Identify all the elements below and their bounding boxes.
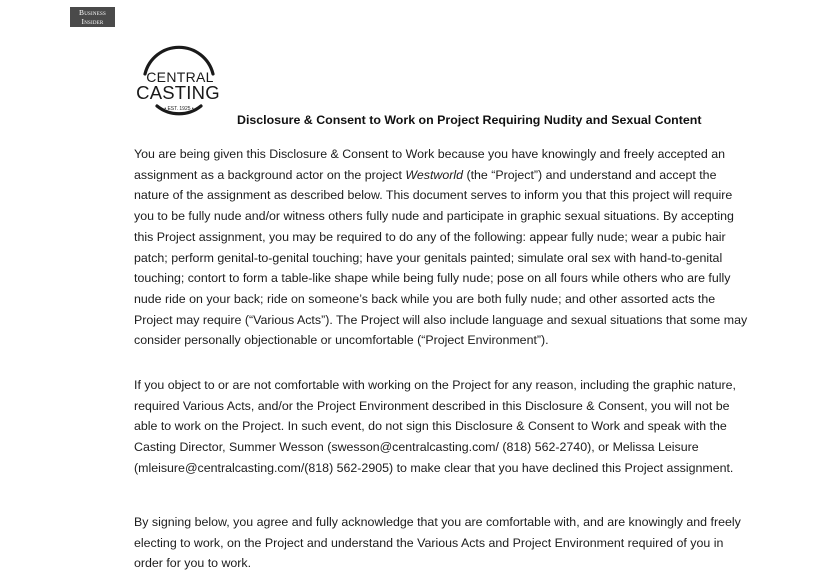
paragraph-1-after: (the “Project”) and understand and accept the nature of the assignment as described below. This document serves to inform you that this project will require you to be fully nude and/or witness others fully nude and participate in graphic sexual situations. By accepting this Project assignment, you may be required to do any of the following: appear fully nude; wear a pubic hair patch; perform genital-to-genital touching; have your genitals painted; simulate oral sex with hand-to-genital touching; contort to form a table-like shape while being fully nude; pose on all fours while others who are fully nude ride on your back; ride on someone’s back while you are both fully nude; and other assorted acts the Project may require (“Various Acts”). The Project will also include language and sexual situations that some may consider personally objectionable or uncomfortable (“Project Environment”). bbox=[134, 167, 748, 348]
central-casting-logo bbox=[133, 44, 225, 126]
paragraph-1-before: You are being given this Disclosure & Consent to Work because you have knowingly and freely accepted an assignment as a background actor on the project bbox=[134, 147, 725, 182]
paragraph-acknowledgement: By signing below, you agree and fully acknowledge that you are comfortable with, and are knowingly and freely electing to work, on the Project and understand the Various Acts and Project Environment required of you in order for you to work. bbox=[134, 515, 741, 571]
business-insider-watermark bbox=[70, 7, 115, 27]
watermark-line-1: Business bbox=[79, 8, 106, 17]
paragraph-objection: If you object to or are not comfortable with working on the Project for any reason, including the graphic nature, required Various Acts, and/or the Project Environment described in this Disclosure & Consent, you will not be able to work on the Project. In such event, do not sign this Disclosure & Consent to Work and speak with the Casting Director, Summer Wesson (swesson@centralcasting.com/ (818) 562-2740), or Melissa Leisure (mleisure@centralcasting.com/(818) 562-2905) to make clear that you have declined this Project assignment. bbox=[134, 378, 736, 475]
project-name: Westworld bbox=[405, 167, 463, 182]
paragraph-disclosure bbox=[134, 144, 754, 351]
logo-top-word: CENTRAL bbox=[146, 69, 214, 85]
watermark-line-2: Insider bbox=[81, 17, 104, 26]
document-title: Disclosure & Consent to Work on Project Requiring Nudity and Sexual Content bbox=[237, 113, 702, 127]
logo-established: • EST. 1925 • bbox=[164, 106, 194, 112]
logo-bottom-word: CASTING bbox=[136, 82, 220, 103]
